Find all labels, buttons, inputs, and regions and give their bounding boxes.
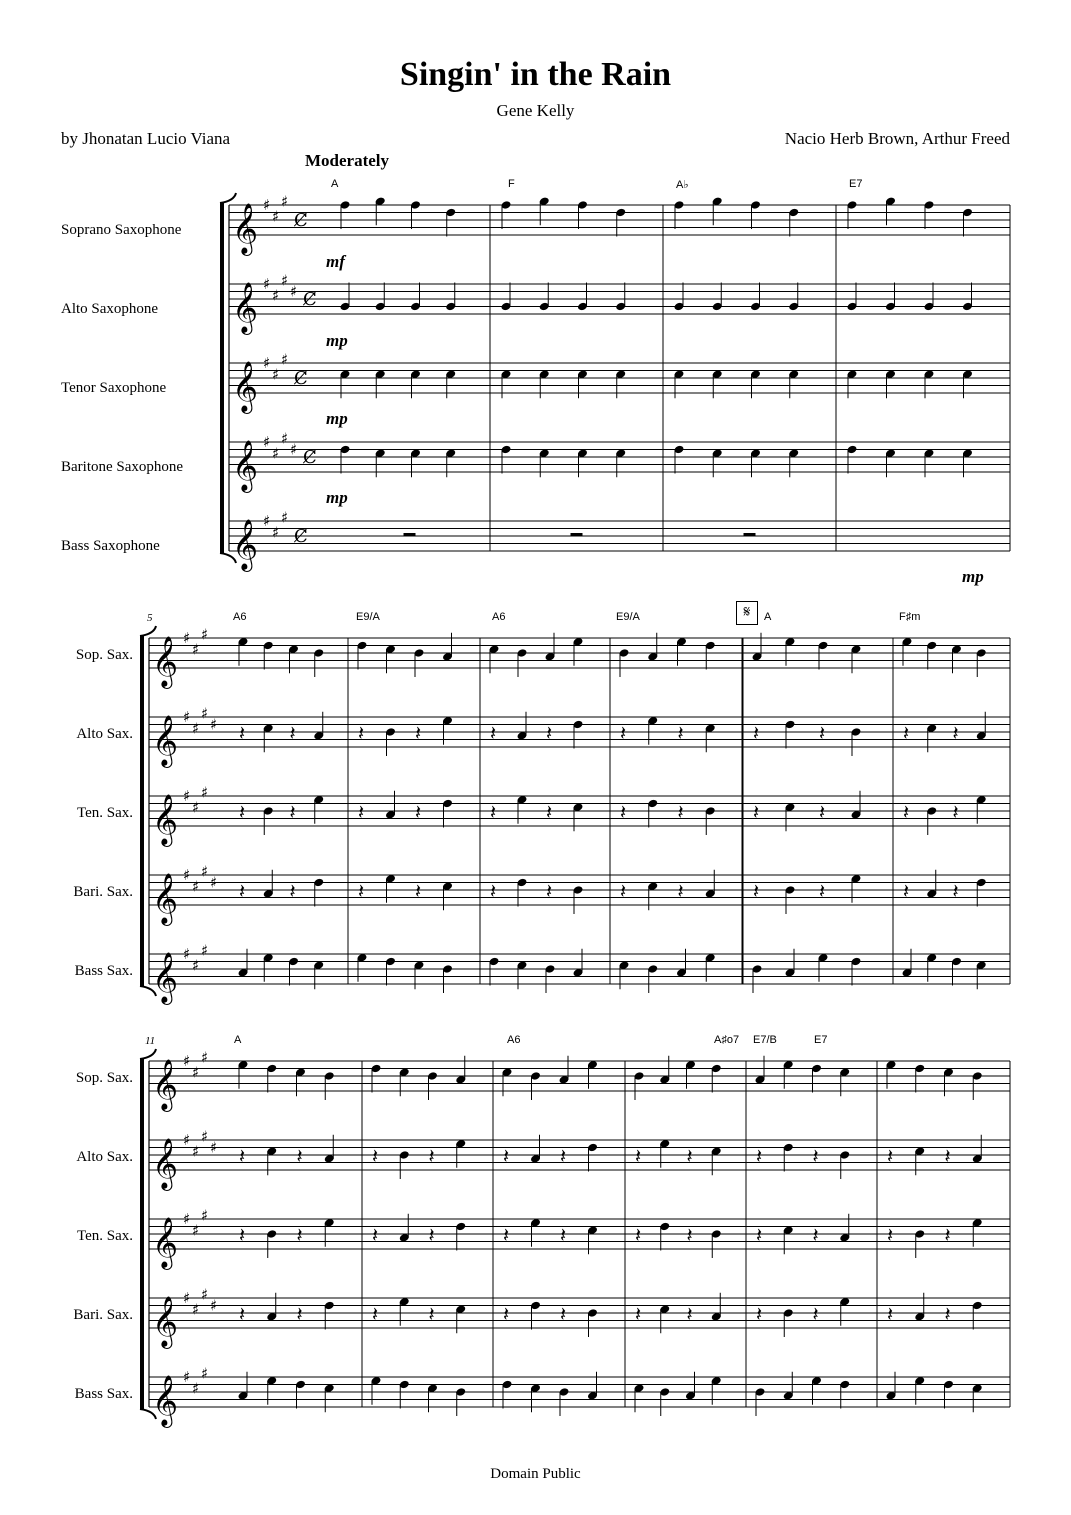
sharp-icon: ♯ bbox=[201, 1206, 209, 1225]
sharp-icon: ♯ bbox=[201, 1285, 209, 1304]
quarter-rest-icon: 𝄽 bbox=[372, 1223, 379, 1247]
chord-symbol: A6 bbox=[233, 611, 247, 623]
score-subtitle: Gene Kelly bbox=[496, 101, 575, 120]
composer-credit: Nacio Herb Brown, Arthur Freed bbox=[784, 129, 1010, 148]
quarter-rest-icon: 𝄽 bbox=[560, 1223, 567, 1247]
treble-clef-icon: 𝄞 bbox=[152, 794, 179, 845]
quarter-rest-icon: 𝄽 bbox=[952, 721, 959, 745]
quarter-rest-icon: 𝄽 bbox=[753, 721, 760, 745]
quarter-rest-icon: 𝄽 bbox=[819, 721, 826, 745]
sharp-icon: ♯ bbox=[183, 1368, 191, 1386]
instrument-short-bass: Bass Sax. bbox=[74, 963, 133, 979]
quarter-rest-icon: 𝄽 bbox=[756, 1302, 763, 1326]
sharp-icon: ♯ bbox=[192, 1063, 200, 1082]
quarter-rest-icon: 𝄽 bbox=[903, 721, 910, 745]
score-title: Singin' in the Rain bbox=[399, 56, 672, 93]
quarter-rest-icon: 𝄽 bbox=[490, 800, 497, 824]
sharp-icon: ♯ bbox=[192, 1221, 200, 1240]
quarter-rest-icon: 𝄽 bbox=[428, 1302, 435, 1326]
sharp-icon: ♯ bbox=[183, 1210, 191, 1228]
instrument-short-baritone: Bari. Sax. bbox=[73, 1307, 133, 1323]
sharp-icon: ♯ bbox=[281, 271, 289, 290]
whole-rest-icon bbox=[404, 533, 416, 536]
instrument-short-bass: Bass Sax. bbox=[74, 1386, 133, 1402]
sharp-icon: ♯ bbox=[183, 866, 191, 884]
sharp-icon: ♯ bbox=[183, 629, 191, 647]
sharp-icon: ♯ bbox=[192, 640, 200, 659]
sharp-icon: ♯ bbox=[263, 354, 271, 372]
quarter-rest-icon: 𝄽 bbox=[812, 1144, 819, 1168]
quarter-rest-icon: 𝄽 bbox=[620, 721, 627, 745]
quarter-rest-icon: 𝄽 bbox=[490, 721, 497, 745]
time-signature-icon: C̸ bbox=[294, 368, 308, 389]
instrument-name-baritone: Baritone Saxophone bbox=[61, 459, 184, 475]
sharp-icon: ♯ bbox=[192, 798, 200, 817]
chord-symbol: F♯m bbox=[899, 611, 921, 623]
quarter-rest-icon: 𝄽 bbox=[503, 1144, 510, 1168]
sharp-icon: ♯ bbox=[192, 719, 200, 738]
chord-symbol: A bbox=[331, 178, 339, 190]
quarter-rest-icon: 𝄽 bbox=[635, 1144, 642, 1168]
instrument-name-alto: Alto Saxophone bbox=[61, 301, 159, 317]
whole-rest-icon bbox=[571, 533, 583, 536]
chord-symbol: A♯o7 bbox=[714, 1034, 740, 1046]
quarter-rest-icon: 𝄽 bbox=[490, 879, 497, 903]
quarter-rest-icon: 𝄽 bbox=[239, 721, 246, 745]
quarter-rest-icon: 𝄽 bbox=[620, 800, 627, 824]
chord-symbol: A6 bbox=[507, 1034, 521, 1046]
quarter-rest-icon: 𝄽 bbox=[289, 879, 296, 903]
arranger-credit: by Jhonatan Lucio Viana bbox=[61, 129, 231, 148]
sharp-icon: ♯ bbox=[201, 862, 209, 881]
quarter-rest-icon: 𝄽 bbox=[812, 1223, 819, 1247]
sharp-icon: ♯ bbox=[201, 783, 209, 802]
quarter-rest-icon: 𝄽 bbox=[239, 1223, 246, 1247]
quarter-rest-icon: 𝄽 bbox=[677, 721, 684, 745]
treble-clef-icon: 𝄞 bbox=[232, 440, 259, 491]
dynamic-soprano: mf bbox=[326, 252, 345, 271]
quarter-rest-icon: 𝄽 bbox=[944, 1223, 951, 1247]
quarter-rest-icon: 𝄽 bbox=[756, 1223, 763, 1247]
treble-clef-icon: 𝄞 bbox=[152, 715, 179, 766]
instrument-short-alto: Alto Sax. bbox=[76, 1149, 133, 1165]
quarter-rest-icon: 𝄽 bbox=[358, 879, 365, 903]
sharp-icon: ♯ bbox=[201, 941, 209, 960]
sharp-icon: ♯ bbox=[192, 956, 200, 975]
measure-number: 11 bbox=[145, 1035, 156, 1047]
chord-symbol: A♭ bbox=[676, 179, 689, 191]
chord-symbol: F bbox=[508, 178, 515, 190]
quarter-rest-icon: 𝄽 bbox=[239, 879, 246, 903]
tempo-marking: Moderately bbox=[305, 151, 390, 170]
instrument-short-soprano: Sop. Sax. bbox=[75, 1070, 133, 1086]
instrument-short-tenor: Ten. Sax. bbox=[76, 1228, 133, 1244]
treble-clef-icon: 𝄞 bbox=[152, 1296, 179, 1347]
sharp-icon: ♯ bbox=[183, 1131, 191, 1149]
quarter-rest-icon: 𝄽 bbox=[635, 1302, 642, 1326]
treble-clef-icon: 𝄞 bbox=[232, 282, 259, 333]
quarter-rest-icon: 𝄽 bbox=[952, 800, 959, 824]
sharp-icon: ♯ bbox=[272, 286, 280, 305]
quarter-rest-icon: 𝄽 bbox=[635, 1223, 642, 1247]
quarter-rest-icon: 𝄽 bbox=[944, 1144, 951, 1168]
dynamic-tenor: mp bbox=[326, 409, 348, 428]
chord-symbol: A bbox=[234, 1034, 242, 1046]
instrument-short-alto: Alto Sax. bbox=[76, 726, 133, 742]
sharp-icon: ♯ bbox=[183, 787, 191, 805]
sharp-icon: ♯ bbox=[210, 715, 218, 734]
bracket-hook bbox=[220, 193, 236, 203]
system-bracket bbox=[140, 636, 144, 986]
sharp-icon: ♯ bbox=[272, 523, 280, 542]
sharp-icon: ♯ bbox=[210, 873, 218, 892]
quarter-rest-icon: 𝄽 bbox=[546, 879, 553, 903]
quarter-rest-icon: 𝄽 bbox=[887, 1144, 894, 1168]
quarter-rest-icon: 𝄽 bbox=[415, 800, 422, 824]
quarter-rest-icon: 𝄽 bbox=[560, 1144, 567, 1168]
footer-copyright: Domain Public bbox=[490, 1466, 581, 1482]
chord-symbol: E7/B bbox=[753, 1034, 777, 1046]
quarter-rest-icon: 𝄽 bbox=[239, 800, 246, 824]
quarter-rest-icon: 𝄽 bbox=[677, 800, 684, 824]
sharp-icon: ♯ bbox=[281, 429, 289, 448]
quarter-rest-icon: 𝄽 bbox=[296, 1223, 303, 1247]
sharp-icon: ♯ bbox=[272, 365, 280, 384]
treble-clef-icon: 𝄞 bbox=[152, 873, 179, 924]
time-signature-icon: C̸ bbox=[294, 526, 308, 547]
chord-symbol: E9/A bbox=[356, 611, 380, 623]
chord-symbol: E7 bbox=[814, 1034, 828, 1046]
sharp-icon: ♯ bbox=[201, 704, 209, 723]
treble-clef-icon: 𝄞 bbox=[232, 361, 259, 412]
bracket-hook bbox=[140, 1049, 156, 1059]
quarter-rest-icon: 𝄽 bbox=[428, 1144, 435, 1168]
sharp-icon: ♯ bbox=[183, 1289, 191, 1307]
quarter-rest-icon: 𝄽 bbox=[239, 1144, 246, 1168]
measure-number: 5 bbox=[147, 612, 153, 624]
sharp-icon: ♯ bbox=[281, 192, 289, 211]
quarter-rest-icon: 𝄽 bbox=[903, 800, 910, 824]
quarter-rest-icon: 𝄽 bbox=[819, 800, 826, 824]
treble-clef-icon: 𝄞 bbox=[232, 203, 259, 254]
quarter-rest-icon: 𝄽 bbox=[819, 879, 826, 903]
treble-clef-icon: 𝄞 bbox=[152, 1217, 179, 1268]
dynamic-bass: mp bbox=[962, 567, 984, 586]
quarter-rest-icon: 𝄽 bbox=[289, 800, 296, 824]
sharp-icon: ♯ bbox=[183, 708, 191, 726]
quarter-rest-icon: 𝄽 bbox=[296, 1302, 303, 1326]
quarter-rest-icon: 𝄽 bbox=[686, 1223, 693, 1247]
sharp-icon: ♯ bbox=[263, 512, 271, 530]
segno-rehearsal-mark: 𝄋 bbox=[736, 601, 758, 625]
sharp-icon: ♯ bbox=[272, 207, 280, 226]
quarter-rest-icon: 𝄽 bbox=[289, 721, 296, 745]
chord-symbol: E9/A bbox=[616, 611, 640, 623]
sharp-icon: ♯ bbox=[192, 1300, 200, 1319]
instrument-short-baritone: Bari. Sax. bbox=[73, 884, 133, 900]
chord-symbol: A bbox=[764, 611, 772, 623]
dynamic-alto: mp bbox=[326, 331, 348, 350]
quarter-rest-icon: 𝄽 bbox=[887, 1223, 894, 1247]
quarter-rest-icon: 𝄽 bbox=[686, 1144, 693, 1168]
chord-symbol: A6 bbox=[492, 611, 506, 623]
whole-rest-icon bbox=[744, 533, 756, 536]
quarter-rest-icon: 𝄽 bbox=[887, 1302, 894, 1326]
sharp-icon: ♯ bbox=[201, 625, 209, 644]
quarter-rest-icon: 𝄽 bbox=[546, 721, 553, 745]
quarter-rest-icon: 𝄽 bbox=[372, 1302, 379, 1326]
sharp-icon: ♯ bbox=[263, 196, 271, 214]
quarter-rest-icon: 𝄽 bbox=[677, 879, 684, 903]
quarter-rest-icon: 𝄽 bbox=[415, 879, 422, 903]
quarter-rest-icon: 𝄽 bbox=[753, 800, 760, 824]
quarter-rest-icon: 𝄽 bbox=[812, 1302, 819, 1326]
sharp-icon: ♯ bbox=[281, 508, 289, 527]
sharp-icon: ♯ bbox=[281, 350, 289, 369]
sharp-icon: ♯ bbox=[290, 282, 298, 301]
instrument-name-soprano: Soprano Saxophone bbox=[61, 222, 182, 238]
sharp-icon: ♯ bbox=[201, 1127, 209, 1146]
sharp-icon: ♯ bbox=[192, 877, 200, 896]
sharp-icon: ♯ bbox=[272, 444, 280, 463]
sharp-icon: ♯ bbox=[210, 1138, 218, 1157]
quarter-rest-icon: 𝄽 bbox=[503, 1223, 510, 1247]
treble-clef-icon: 𝄞 bbox=[152, 952, 179, 1003]
sharp-icon: ♯ bbox=[201, 1364, 209, 1383]
quarter-rest-icon: 𝄽 bbox=[239, 1302, 246, 1326]
quarter-rest-icon: 𝄽 bbox=[358, 800, 365, 824]
sharp-icon: ♯ bbox=[263, 433, 271, 451]
sharp-icon: ♯ bbox=[192, 1142, 200, 1161]
sharp-icon: ♯ bbox=[201, 1048, 209, 1067]
treble-clef-icon: 𝄞 bbox=[152, 1059, 179, 1110]
sharp-icon: ♯ bbox=[183, 1052, 191, 1070]
quarter-rest-icon: 𝄽 bbox=[620, 879, 627, 903]
quarter-rest-icon: 𝄽 bbox=[686, 1302, 693, 1326]
quarter-rest-icon: 𝄽 bbox=[358, 721, 365, 745]
quarter-rest-icon: 𝄽 bbox=[903, 879, 910, 903]
instrument-name-bass: Bass Saxophone bbox=[61, 538, 160, 554]
quarter-rest-icon: 𝄽 bbox=[296, 1144, 303, 1168]
sharp-icon: ♯ bbox=[210, 1296, 218, 1315]
quarter-rest-icon: 𝄽 bbox=[952, 879, 959, 903]
quarter-rest-icon: 𝄽 bbox=[503, 1302, 510, 1326]
instrument-short-tenor: Ten. Sax. bbox=[76, 805, 133, 821]
sharp-icon: ♯ bbox=[290, 440, 298, 459]
quarter-rest-icon: 𝄽 bbox=[415, 721, 422, 745]
quarter-rest-icon: 𝄽 bbox=[546, 800, 553, 824]
instrument-name-tenor: Tenor Saxophone bbox=[61, 380, 167, 396]
sharp-icon: ♯ bbox=[183, 945, 191, 963]
sharp-icon: ♯ bbox=[263, 275, 271, 293]
sharp-icon: ♯ bbox=[192, 1379, 200, 1398]
system-bracket bbox=[140, 1059, 144, 1409]
bracket-hook bbox=[140, 626, 156, 636]
instrument-short-soprano: Sop. Sax. bbox=[75, 647, 133, 663]
quarter-rest-icon: 𝄽 bbox=[944, 1302, 951, 1326]
time-signature-icon: C̸ bbox=[294, 210, 308, 231]
quarter-rest-icon: 𝄽 bbox=[560, 1302, 567, 1326]
treble-clef-icon: 𝄞 bbox=[152, 636, 179, 687]
system-bracket bbox=[220, 203, 224, 553]
quarter-rest-icon: 𝄽 bbox=[428, 1223, 435, 1247]
time-signature-icon: C̸ bbox=[303, 447, 317, 468]
time-signature-icon: C̸ bbox=[303, 289, 317, 310]
quarter-rest-icon: 𝄽 bbox=[753, 879, 760, 903]
treble-clef-icon: 𝄞 bbox=[232, 519, 259, 570]
chord-symbol: E7 bbox=[849, 178, 863, 190]
dynamic-baritone: mp bbox=[326, 488, 348, 507]
quarter-rest-icon: 𝄽 bbox=[756, 1144, 763, 1168]
quarter-rest-icon: 𝄽 bbox=[372, 1144, 379, 1168]
treble-clef-icon: 𝄞 bbox=[152, 1138, 179, 1189]
treble-clef-icon: 𝄞 bbox=[152, 1375, 179, 1426]
